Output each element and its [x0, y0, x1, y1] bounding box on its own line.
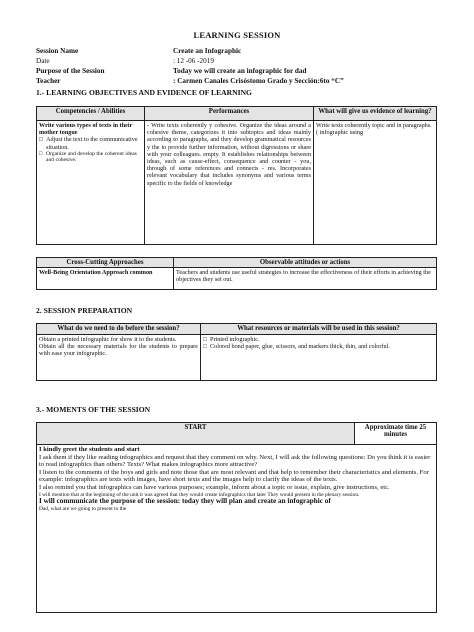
- document-title: LEARNING SESSION: [193, 30, 281, 40]
- section1-heading: 1.- LEARNING OBJECTIVES AND EVIDENCE OF LEARNING: [36, 88, 252, 97]
- start-greeting: I kindly greet the students and start: [39, 446, 140, 453]
- meta-key: Date: [36, 57, 50, 65]
- checkbox-icon: □: [39, 136, 43, 144]
- performance-cell: [145, 121, 314, 245]
- attitude-cell: Teachers and students use useful strategies to increase the effectiveness of their efforts in achieving the objectives they set out.: [174, 268, 437, 290]
- meta-value: : 12 -06 -2019: [173, 57, 214, 65]
- section2-heading: 2. SESSION PREPARATION: [36, 306, 133, 315]
- col-header-evidence: What will give us evidence of learning?: [314, 107, 437, 121]
- start-paragraph: I listen to the comments of the boys and girls and note those that are most relevant and that help to remember their characteristics and elements. For example: infographics are texts with images, have short texts and the images help to clarify the ideas of the texts.: [39, 468, 429, 484]
- col-header-resources: What resources or materials will be used in this session?: [201, 324, 437, 335]
- approach-cell: Well-Being Orientation Approach common: [37, 268, 174, 290]
- col-header-performances: Performances: [145, 107, 314, 121]
- moments-table: [36, 422, 437, 613]
- col-header-before: What do we need to do before the session?: [37, 324, 201, 335]
- start-paragraph: I also remind you that infographics can have various purposes; example, inform about a topic or issue, explain, give instructions, etc.: [39, 483, 390, 491]
- resource-item: [203, 343, 434, 350]
- evidence-cell: [314, 121, 437, 245]
- cross-cutting-table: [36, 257, 437, 290]
- checkbox-icon: □: [203, 336, 207, 343]
- meta-value: Today we will create an infographic for dad: [173, 67, 307, 75]
- resource-item: [203, 336, 434, 343]
- before-cell: [37, 335, 201, 381]
- competency-item-text: Organize and develop the coherent ideas and cohesive.: [46, 150, 137, 164]
- competency-item-text: Adjust the text to the communicative situation.: [46, 136, 138, 151]
- start-paragraph: I ask them if they like reading infographics and request that they comment on why. Next, I will ask the following questions: Do you think it is easier to read infographics than others? Texts? What makes infographics more attractive?: [39, 453, 431, 469]
- resource-item-text: Colored bond paper, glue, scissors, and markers thick, thin, and colorful.: [210, 343, 390, 351]
- checkbox-icon: □: [203, 343, 207, 351]
- meta-key: Teacher: [36, 77, 61, 85]
- meta-key: Purpose of the Session: [36, 67, 105, 75]
- preparation-table: [36, 323, 437, 381]
- resources-cell: [201, 335, 437, 381]
- checkbox-icon: □: [39, 150, 43, 157]
- competency-title: Write various types of texts in their mother tongue: [39, 122, 133, 137]
- competency-cell: [37, 121, 145, 245]
- col-header-time: Approximate time 25 minutes: [355, 423, 437, 445]
- competency-item: [39, 136, 142, 150]
- meta-key: Session Name: [36, 47, 79, 55]
- col-header-approaches: Cross-Cutting Approaches: [37, 258, 174, 268]
- meta-value: : Carmen Canales Crisóstomo Grado y Sección:6to “C”: [173, 77, 344, 85]
- start-content-cell: [37, 445, 437, 613]
- start-purpose: I will communicate the purpose of the session: today they will plan and create an infographic of: [39, 497, 331, 506]
- competency-item: [39, 151, 142, 164]
- resource-item-text: Printed infographic.: [210, 336, 260, 343]
- before-item: Obtain all the necessary materials for the students to prepare with ease your infographic.: [39, 343, 198, 358]
- objectives-table: [36, 106, 437, 245]
- performance-text: - Write texts coherently y cohesive. Organize the ideas around a cohesive theme, categorizes it into subtopics and ideas mainly according to paragraphs, and they develop grammatical resources y the to provide further information, without digressions or share with your colleagues. empty. It establishes relationships between ideas, such as cause-effect, consequence and counter - you, through of some references and connects - res. Incorporates relevant vocabulary that includes synonyms and various terms specific to the fields of knowledge: [147, 122, 311, 187]
- start-purpose-tail: Dad, what are we going to present to the: [39, 505, 127, 512]
- start-note: I will mention that at the beginning of the unit it was agreed that they would create infographics that later They would present in the plenary session.: [39, 491, 360, 498]
- meta-value: Create an Infographic: [173, 47, 242, 55]
- section3-heading: 3.- MOMENTS OF THE SESSION: [36, 405, 151, 414]
- before-item: Obtain a printed infographic for show it to the students.: [39, 336, 177, 343]
- col-header-start: START: [37, 423, 355, 445]
- evidence-text: Write texts coherently topic and in paragraphs. ( infographic using: [316, 122, 432, 137]
- col-header-competencies: Competencies / Abilities: [37, 107, 145, 121]
- col-header-attitudes: Observable attitudes or actions: [174, 258, 437, 268]
